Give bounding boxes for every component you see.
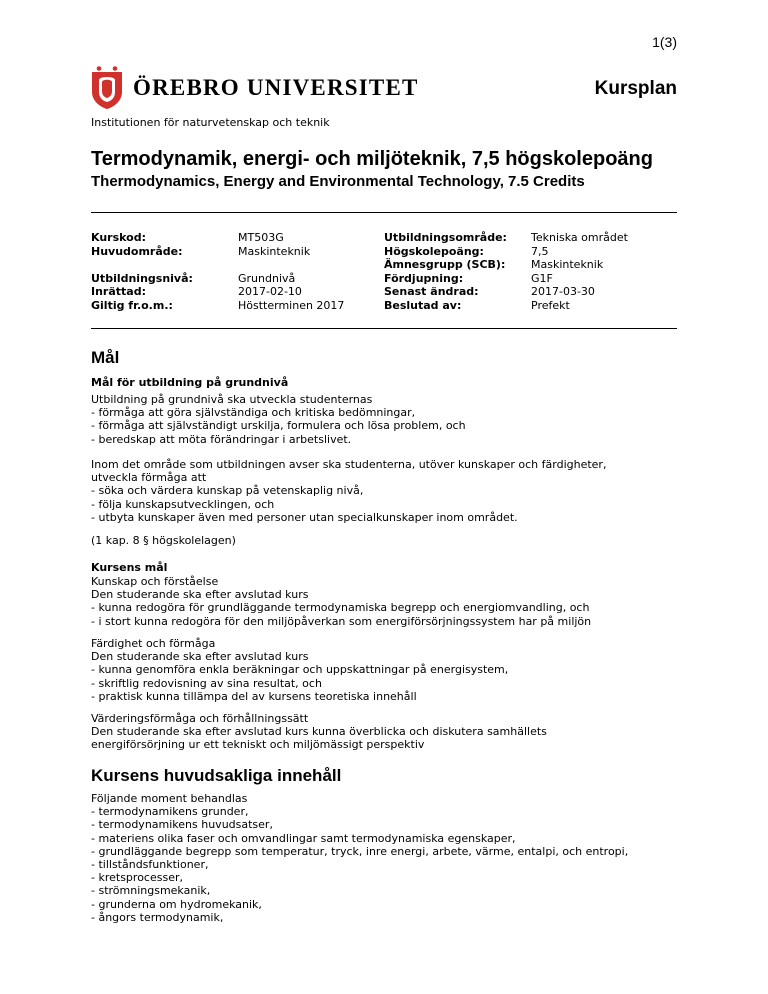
meta-labels-left: [91, 231, 193, 312]
institution: Institutionen för naturvetenskap och teknik: [91, 116, 330, 129]
divider-top: [91, 212, 677, 213]
meta-label: Högskolepoäng:: [384, 244, 484, 258]
paragraph: Kunskap och förståelse Den studerande ska efter avslutad kurs - kunna redogöra för grundläggande termodynamiska begrepp och energiomvandling, och - i stort kunna redogöra för den miljöpåverkan som energiförsörjningssystem har på miljön: [91, 575, 592, 628]
meta-values-right: [531, 231, 628, 312]
section-heading-innehall: Kursens huvudsakliga innehåll: [91, 766, 342, 785]
document-type: Kursplan: [594, 78, 677, 99]
meta-value: MT503G: [238, 231, 284, 244]
subheading-mal-grundniva: Mål för utbildning på grundnivå: [91, 376, 289, 389]
section-heading-mal: Mål: [91, 348, 120, 367]
meta-label: Utbildningsnivå:: [91, 271, 193, 285]
meta-label: Kurskod:: [91, 231, 146, 244]
course-title-english: Thermodynamics, Energy and Environmental Technology, 7.5 Credits: [91, 173, 585, 190]
paragraph: Inom det område som utbildningen avser ska studenterna, utöver kunskaper och färdigheter, utveckla förmåga att - söka och värdera kunskap på vetenskaplig nivå, - följa kunskapsutvecklingen, och - utbyta kunskaper även med personer utan specialkunskaper inom området.: [91, 458, 607, 524]
meta-label: Inrättad:: [91, 285, 146, 298]
meta-value: Höstterminen 2017: [238, 298, 345, 312]
paragraph: Färdighet och förmåga Den studerande ska efter avslutad kurs - kunna genomföra enkla beräkningar och uppskattningar på energisystem, - skriftlig redovisning av sina resultat, och - praktisk kunna tillämpa del av kursens teoretiska innehåll: [91, 637, 509, 703]
paragraph: Värderingsförmåga och förhållningssätt Den studerande ska efter avslutad kurs kunna överblicka och diskutera samhällets energiförsörjning ur ett tekniskt och miljömässigt perspektiv: [91, 712, 547, 752]
page-number: 1(3): [652, 34, 677, 50]
meta-value: Maskinteknik: [238, 244, 311, 258]
meta-value: 2017-02-10: [238, 285, 302, 298]
meta-labels-right: [384, 231, 507, 312]
meta-value: 7,5: [531, 244, 549, 258]
meta-label: Beslutad av:: [384, 298, 462, 312]
university-name: ÖREBRO UNIVERSITET: [133, 75, 419, 100]
meta-label: Utbildningsområde:: [384, 231, 507, 244]
paragraph: Utbildning på grundnivå ska utveckla studenternas - förmåga att göra självständiga och kritiska bedömningar, - förmåga att självständigt urskilja, formulera och lösa problem, och - beredskap att möta förändringar i arbetslivet.: [91, 393, 466, 446]
subheading-kursens-mal: Kursens mål: [91, 561, 168, 574]
meta-label: Huvudområde:: [91, 244, 183, 258]
course-title-swedish: Termodynamik, energi- och miljöteknik, 7,5 högskolepoäng: [91, 148, 653, 170]
university-crest-icon: [91, 66, 123, 110]
paragraph: (1 kap. 8 § högskolelagen): [91, 534, 236, 547]
divider-bottom: [91, 328, 677, 329]
meta-label: Giltig fr.o.m.:: [91, 298, 173, 312]
meta-value: Prefekt: [531, 298, 570, 312]
meta-label: Fördjupning:: [384, 271, 464, 285]
meta-label: Ämnesgrupp (SCB):: [384, 258, 506, 271]
meta-value: Grundnivå: [238, 271, 296, 285]
paragraph: Följande moment behandlas - termodynamikens grunder, - termodynamikens huvudsatser, - materiens olika faser och omvandlingar samt termodynamiska egenskaper, - grundläggande begrepp som temperatur, tryck, inre energi, arbete, värme, entalpi, och entropi, - tillståndsfunktioner, - kretsprocesser, - strömningsmekanik, - grunderna om hydromekanik, - ångors termodynamik,: [91, 792, 629, 924]
meta-value: Tekniska området: [531, 231, 628, 244]
meta-values-left: [238, 231, 344, 312]
meta-value: G1F: [531, 271, 553, 285]
university-logo: [91, 66, 419, 110]
meta-value: Maskinteknik: [531, 258, 604, 271]
meta-label: Senast ändrad:: [384, 285, 479, 298]
meta-value: 2017-03-30: [531, 285, 595, 298]
